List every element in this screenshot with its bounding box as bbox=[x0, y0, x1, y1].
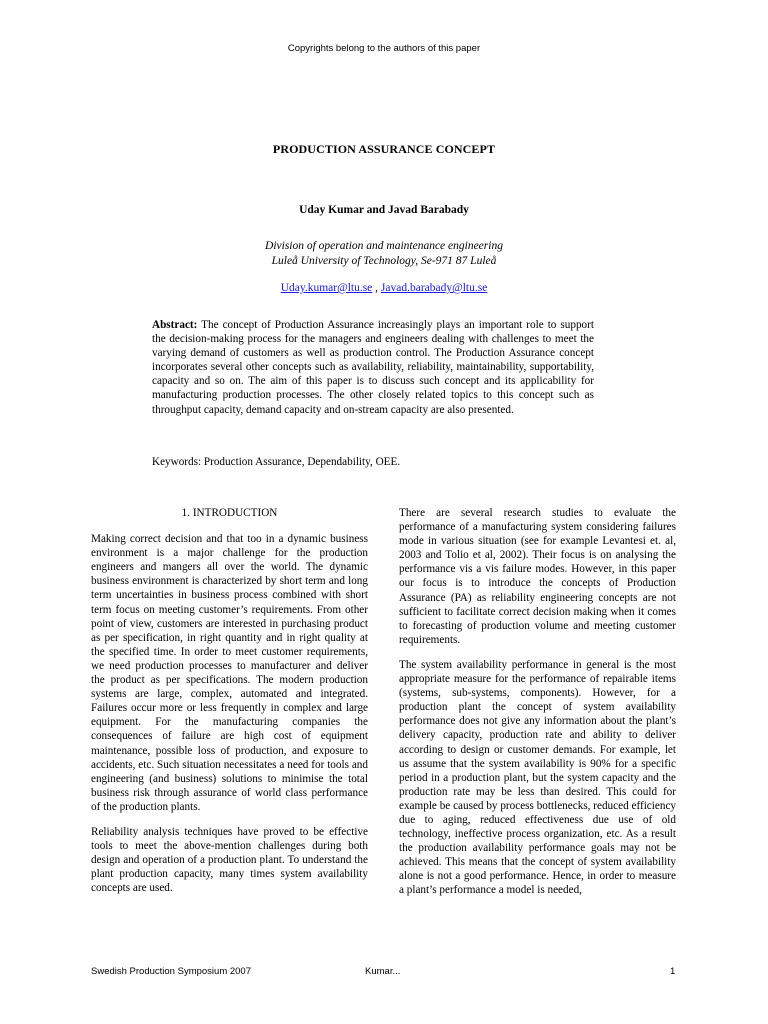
email-link-barabady[interactable]: Javad.barabady@ltu.se bbox=[380, 282, 488, 294]
email-link-kumar[interactable]: Uday.kumar@ltu.se bbox=[280, 282, 373, 294]
intro-paragraph-1: Making correct decision and that too in a dynamic business environment is a major challenge for the production engineers and mangers all over the world. The dynamic business environment is characterized by short term and long term uncertainties in business process combined with short term focus on meeting customer’s requirements. From other point of view, customers are interested in purchasing product as per specification, in right quantity and in right quality at the specified time. In order to meet customer requirements, we need production processes to manufacturer and deliver the product as per specifications. The modern production systems are large, complex, automated and integrated. Failures occur more or less frequently in complex and large equipment. For the manufacturing companies the consequences of failure are high cost of equipment maintenance, possible loss of production, and exposure to accidents, etc. Such situation necessitates a need for tools and engineering (and business) solutions to minimise the total business risk through assurance of world class performance of the production plants. bbox=[91, 533, 368, 813]
author-emails bbox=[0, 282, 768, 294]
left-column bbox=[91, 506, 368, 906]
paper-title: PRODUCTION ASSURANCE CONCEPT bbox=[272, 142, 496, 156]
footer-author: Kumar... bbox=[365, 966, 401, 977]
abstract-label: Abstract: bbox=[152, 319, 198, 331]
keywords: Keywords: Production Assurance, Dependability, OEE. bbox=[152, 456, 401, 468]
footer-conference: Swedish Production Symposium 2007 bbox=[91, 966, 252, 977]
intro-paragraph-2: Reliability analysis techniques have proved to be effective tools to meet the above-mention challenges during both design and operation of a production plant. To understand the plant production capacity, many times system availability concepts are used. bbox=[91, 825, 368, 895]
page-number: 1 bbox=[670, 966, 676, 977]
right-paragraph-1: There are several research studies to evaluate the performance of a manufacturing system considering failures mode in various situation (see for example Levantesi et. al, 2003 and Tolio et al, 2002). Their focus is on analysing the performance vis a vis failure modes. However, in this paper our focus is to introduce the concepts of Production Assurance (PA) as reliability engineering concepts are not sufficient to facilitate correct decision making when it comes to forecasting of production volume and meeting customer requirements. bbox=[399, 507, 676, 646]
abstract bbox=[152, 318, 594, 417]
affiliation-line-2: Luleå University of Technology, Se-971 87 Luleå bbox=[271, 254, 497, 267]
right-paragraph-2: The system availability performance in general is the most appropriate measure for the performance of repairable items (systems, sub-systems, components). However, for a production plant the concept of system availability performance does not give any information about the plant’s delivery capacity, production rate and ability to deliver according to design or customer demands. For example, let us assume that the system availability is 90% for a specific period in a production plant, but the system capacity and the production rate may be less than desired. This could for example be caused by process bottlenecks, reduced efficiency due to aging, reduced effectiveness due use of old technology, ineffective process organization, etc. As a result the production availability performance goals may not be achieved. This means that the concept of system availability alone is not a good performance. Hence, in order to measure a plant’s performance a model is needed, bbox=[399, 658, 676, 897]
abstract-text: The concept of Production Assurance increasingly plays an important role to support the decision-making process for the managers and engineers dealing with challenges to meet the varying demand of customers as well as production control. The Production Assurance concept incorporates several other concepts such as availability, reliability, maintainability, supportability, capacity and so on. The aim of this paper is to discuss such concept and its applicability for manufacturing production processes. The other closely related topics to this concept such as throughput capacity, demand capacity and on-stream capacity are also presented. bbox=[152, 319, 594, 416]
section-heading-introduction: 1. INTRODUCTION bbox=[181, 507, 278, 519]
author-names: Uday Kumar and Javad Barabady bbox=[299, 204, 469, 216]
right-column bbox=[399, 506, 676, 909]
affiliation bbox=[0, 239, 768, 268]
email-separator: , bbox=[372, 282, 381, 294]
copyright-notice: Copyrights belong to the authors of this paper bbox=[287, 43, 481, 54]
affiliation-line-1: Division of operation and maintenance engineering bbox=[265, 240, 503, 252]
